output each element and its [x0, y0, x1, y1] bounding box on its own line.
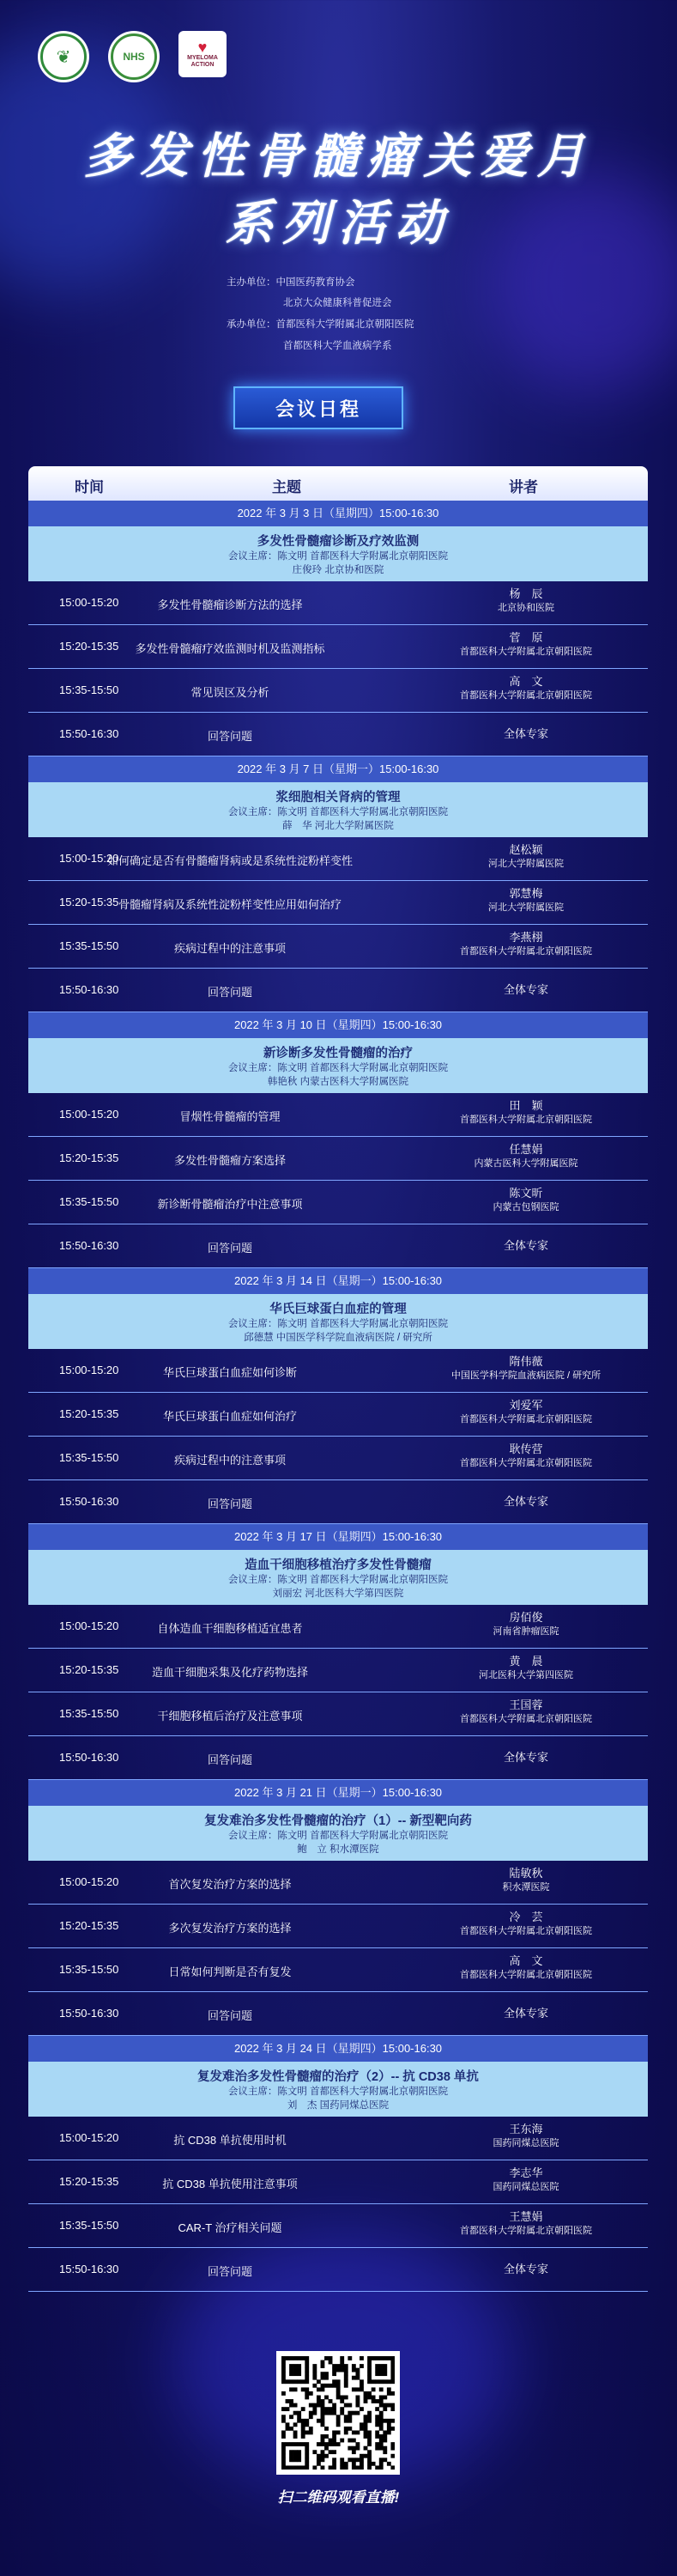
speaker-name: 任慧娟: [509, 1143, 543, 1156]
page-title: 多发性骨髓瘤关爱月: [83, 128, 594, 185]
speaker-institution: 内蒙古包钢医院: [493, 1202, 559, 1212]
row-time: 15:35-15:50: [59, 1195, 119, 1208]
header-speaker: 讲者: [509, 479, 538, 495]
speaker-institution: 首都医科大学附属北京朝阳医院: [460, 1115, 592, 1125]
row-topic: 回答问题: [207, 1753, 252, 1766]
table-row: [28, 2160, 648, 2204]
speaker-institution: 国药同煤总医院: [493, 2138, 559, 2148]
organizer: 主办单位：中国医药教育协会: [227, 277, 355, 288]
speaker-institution: 国药同煤总医院: [493, 2182, 559, 2192]
speaker-institution: 河北大学附属医院: [488, 902, 564, 913]
row-speaker: [397, 2210, 655, 2238]
row-topic: 多发性骨髓瘤诊断方法的选择: [157, 598, 303, 611]
row-topic: 日常如何判断是否有复发: [168, 1965, 292, 1978]
row-topic: 自体造血干细胞移植适宜患者: [157, 1622, 303, 1635]
table-row: [28, 1948, 648, 1992]
speaker-institution: 北京协和医院: [498, 603, 554, 613]
speaker-institution: 河南省肿瘤医院: [493, 1626, 559, 1637]
table-row: [28, 969, 648, 1012]
row-speaker: [397, 631, 655, 659]
speaker-name: 全体专家: [503, 1751, 548, 1764]
logo-text: NHS: [111, 33, 157, 80]
table-row: [28, 1736, 648, 1780]
row-speaker: [397, 1911, 655, 1938]
row-topic: 回答问题: [207, 1498, 252, 1510]
chair-line-1: 会议主席：陈文明 首都医科大学附属北京朝阳医院: [227, 1575, 449, 1585]
row-topic: 干细胞移植后治疗及注意事项: [157, 1710, 303, 1722]
row-time: 15:00-15:20: [59, 1364, 119, 1376]
speaker-institution: 首都医科大学附属北京朝阳医院: [460, 946, 592, 957]
speaker-institution: 首都医科大学附属北京朝阳医院: [460, 1926, 592, 1936]
row-time: 15:50-16:30: [59, 2007, 119, 2020]
row-speaker: [397, 1611, 655, 1638]
row-topic: 冒烟性骨髓瘤的管理: [179, 1110, 281, 1123]
table-row: [28, 1480, 648, 1524]
row-time: 15:35-15:50: [59, 1707, 119, 1720]
sessions-list: [28, 501, 648, 2292]
session-topic-title: 造血干细胞移植治疗多发性骨髓瘤: [245, 1558, 432, 1572]
row-topic: 常见误区及分析: [190, 686, 269, 699]
speaker-institution: 首都医科大学附属北京朝阳医院: [460, 1714, 592, 1724]
row-speaker: [397, 1239, 655, 1253]
session-topic-title: 浆细胞相关肾病的管理: [275, 791, 401, 805]
row-speaker: [397, 983, 655, 997]
row-topic: 回答问题: [207, 1242, 252, 1255]
speaker-name: 李燕栩: [509, 931, 543, 944]
speaker-name: 高 文: [509, 675, 543, 688]
session-topic: [28, 782, 648, 837]
speaker-name: 田 颖: [509, 1099, 543, 1112]
row-topic: 多次复发治疗方案的选择: [168, 1922, 292, 1935]
qr-code-image: [281, 2356, 395, 2470]
table-row: [28, 625, 648, 669]
table-row: [28, 1605, 648, 1649]
speaker-name: 赵松颖: [509, 843, 543, 856]
qr-caption: 扫二维码观看直播!: [277, 2489, 400, 2506]
row-time: 15:50-16:30: [59, 1751, 119, 1764]
row-topic: 华氏巨球蛋白血症如何治疗: [162, 1410, 297, 1423]
table-row: [28, 1224, 648, 1268]
row-time: 15:35-15:50: [59, 939, 119, 952]
host: 承办单位：首都医科大学附属北京朝阳医院: [227, 319, 414, 330]
page-subtitle: 系列活动: [225, 195, 452, 252]
row-speaker: [397, 1443, 655, 1470]
row-topic: 造血干细胞采集及化疗药物选择: [151, 1666, 308, 1679]
row-speaker: [397, 727, 655, 741]
row-time: 15:00-15:20: [59, 1875, 119, 1888]
row-speaker: [397, 1399, 655, 1426]
row-time: 15:00-15:20: [59, 1619, 119, 1632]
speaker-name: 房佰俊: [509, 1611, 543, 1624]
row-speaker: [397, 587, 655, 615]
row-speaker: [397, 2263, 655, 2276]
speaker-name: 全体专家: [503, 727, 548, 740]
row-topic: 多发性骨髓瘤疗效监测时机及监测指标: [135, 642, 325, 655]
session-date: 2022 年 3 月 14 日（星期一）15:00-16:30: [28, 1268, 648, 1294]
session-topic: [28, 1294, 648, 1349]
row-time: 15:00-15:20: [59, 1108, 119, 1121]
row-time: 15:35-15:50: [59, 683, 119, 696]
table-row: [28, 2117, 648, 2160]
speaker-name: 隋伟薇: [509, 1355, 543, 1368]
speaker-name: 刘爱军: [509, 1399, 543, 1412]
speaker-name: 陆敏秋: [509, 1867, 543, 1880]
chair-line-1: 会议主席：陈文明 首都医科大学附属北京朝阳医院: [227, 551, 449, 562]
session-chairs: [28, 1829, 648, 1856]
row-time: 15:20-15:35: [59, 640, 119, 653]
table-row: [28, 1437, 648, 1480]
table-row: [28, 1181, 648, 1224]
speaker-name: 王慧娟: [509, 2210, 543, 2223]
speaker-institution: 首都医科大学附属北京朝阳医院: [460, 1970, 592, 1980]
speaker-name: 全体专家: [503, 2263, 548, 2275]
row-time: 15:35-15:50: [59, 1451, 119, 1464]
speaker-name: 全体专家: [503, 2007, 548, 2020]
session-topic: [28, 2062, 648, 2117]
session-chairs: [28, 2085, 648, 2112]
session-topic-title: 多发性骨髓瘤诊断及疗效监测: [257, 535, 420, 549]
row-speaker: [397, 1495, 655, 1509]
row-speaker: [397, 1355, 655, 1382]
chair-line-1: 会议主席：陈文明 首都医科大学附属北京朝阳医院: [227, 1319, 449, 1329]
session-chairs: [28, 805, 648, 833]
leaf-icon: ❦: [40, 33, 87, 80]
speaker-name: 耿传营: [509, 1443, 543, 1455]
session-topic: [28, 526, 648, 581]
table-row: [28, 1393, 648, 1437]
session-topic-title: 复发难治多发性骨髓瘤的治疗（2）-- 抗 CD38 单抗: [197, 2070, 479, 2084]
speaker-name: 王国蓉: [509, 1698, 543, 1711]
table-row: [28, 2204, 648, 2248]
session-topic: [28, 1550, 648, 1605]
speaker-name: 陈文昕: [509, 1187, 543, 1200]
table-row: [28, 669, 648, 713]
row-time: 15:50-16:30: [59, 983, 119, 996]
chair-line-2: 鲍 立 积水潭医院: [297, 1844, 379, 1855]
row-topic: 多发性骨髓瘤方案选择: [173, 1154, 286, 1167]
table-row: [28, 881, 648, 925]
row-speaker: [397, 2166, 655, 2194]
row-topic: 回答问题: [207, 730, 252, 743]
row-speaker: [397, 1867, 655, 1894]
row-speaker: [397, 843, 655, 871]
row-topic: 新诊断骨髓瘤治疗中注意事项: [157, 1198, 303, 1211]
chair-line-2: 邱德慧 中国医学科学院血液病医院 / 研究所: [244, 1333, 432, 1343]
row-topic: 回答问题: [207, 2265, 252, 2278]
session-date: 2022 年 3 月 10 日（星期四）15:00-16:30: [28, 1012, 648, 1038]
table-row: [28, 1905, 648, 1948]
session-topic: [28, 1806, 648, 1861]
row-speaker: [397, 1099, 655, 1127]
chair-line-1: 会议主席：陈文明 首都医科大学附属北京朝阳医院: [227, 1063, 449, 1073]
chair-line-2: 薛 华 河北大学附属医院: [282, 821, 394, 831]
logo-myeloma-action: [178, 31, 227, 77]
speaker-institution: 首都医科大学附属北京朝阳医院: [460, 690, 592, 701]
table-row: [28, 713, 648, 756]
session-topic-title: 华氏巨球蛋白血症的管理: [269, 1303, 407, 1316]
row-time: 15:50-16:30: [59, 727, 119, 740]
row-time: 15:00-15:20: [59, 596, 119, 609]
speaker-name: 郭慧梅: [509, 887, 543, 900]
chair-line-2: 刘丽宏 河北医科大学第四医院: [272, 1589, 404, 1599]
row-topic: 如何确定是否有骨髓瘤肾病或是系统性淀粉样变性: [106, 854, 353, 867]
chair-line-1: 会议主席：陈文明 首都医科大学附属北京朝阳医院: [227, 1831, 449, 1841]
speaker-institution: 首都医科大学附属北京朝阳医院: [460, 1414, 592, 1425]
speaker-name: 杨 辰: [509, 587, 543, 600]
session-date: 2022 年 3 月 24 日（星期四）15:00-16:30: [28, 2036, 648, 2062]
row-speaker: [397, 931, 655, 958]
row-time: 15:20-15:35: [59, 1407, 119, 1420]
agenda-title: 会议日程: [233, 386, 403, 429]
logo-association: [38, 31, 89, 82]
logo-myeloma-text: MYELOMA ACTION: [187, 55, 218, 68]
row-speaker: [397, 1698, 655, 1726]
speaker-name: 李志华: [509, 2166, 543, 2179]
row-time: 15:20-15:35: [59, 1663, 119, 1676]
host-2: 首都医科大学血液病学系: [283, 341, 392, 351]
logo-group: [38, 31, 227, 82]
speaker-institution: 首都医科大学附属北京朝阳医院: [460, 1458, 592, 1468]
row-time: 15:35-15:50: [59, 2219, 119, 2232]
table-row: [28, 1992, 648, 2036]
row-time: 15:50-16:30: [59, 1239, 119, 1252]
speaker-name: 王东海: [509, 2123, 543, 2136]
row-speaker: [397, 887, 655, 914]
table-row: [28, 1093, 648, 1137]
speaker-institution: 河北医科大学第四医院: [479, 1670, 573, 1680]
speaker-institution: 首都医科大学附属北京朝阳医院: [460, 647, 592, 657]
session-chairs: [28, 1061, 648, 1089]
table-row: [28, 1861, 648, 1905]
row-speaker: [397, 1655, 655, 1682]
session-chairs: [28, 1573, 648, 1601]
speaker-name: 高 文: [509, 1954, 543, 1967]
organizer-2: 北京大众健康科普促进会: [283, 298, 392, 308]
table-row: [28, 2248, 648, 2292]
speaker-name: 黄 晨: [509, 1655, 543, 1668]
table-row: [28, 581, 648, 625]
row-topic: 回答问题: [207, 2009, 252, 2022]
row-topic: 骨髓瘤肾病及系统性淀粉样变性应用如何治疗: [118, 898, 342, 911]
row-topic: 抗 CD38 单抗使用注意事项: [162, 2178, 298, 2190]
row-time: 15:00-15:20: [59, 2131, 119, 2144]
session-date: 2022 年 3 月 21 日（星期一）15:00-16:30: [28, 1780, 648, 1806]
row-topic: 疾病过程中的注意事项: [173, 1454, 286, 1467]
chair-line-2: 庄俊玲 北京协和医院: [292, 565, 384, 575]
row-speaker: [397, 675, 655, 702]
row-time: 15:50-16:30: [59, 1495, 119, 1508]
row-time: 15:35-15:50: [59, 1963, 119, 1976]
header-time: 时间: [75, 479, 104, 495]
chair-line-2: 刘 杰 国药同煤总医院: [287, 2100, 390, 2111]
speaker-institution: 内蒙古医科大学附属医院: [474, 1158, 578, 1169]
speaker-institution: 积水潭医院: [502, 1882, 550, 1893]
row-time: 15:20-15:35: [59, 2175, 119, 2188]
table-row: [28, 837, 648, 881]
row-time: 15:20-15:35: [59, 1151, 119, 1164]
table-row: [28, 925, 648, 969]
table-header: [28, 466, 648, 501]
speaker-name: 全体专家: [503, 1239, 548, 1252]
row-speaker: [397, 1187, 655, 1214]
row-speaker: [397, 1143, 655, 1170]
speaker-name: 全体专家: [503, 983, 548, 996]
session-date: 2022 年 3 月 17 日（星期四）15:00-16:30: [28, 1524, 648, 1550]
table-row: [28, 1649, 648, 1692]
row-topic: 疾病过程中的注意事项: [173, 942, 286, 955]
chair-line-1: 会议主席：陈文明 首都医科大学附属北京朝阳医院: [227, 2087, 449, 2097]
header-topic: 主题: [272, 479, 301, 495]
row-topic: 抗 CD38 单抗使用时机: [173, 2134, 287, 2147]
row-speaker: [397, 2123, 655, 2150]
session-chairs: [28, 550, 648, 577]
speaker-name: 全体专家: [503, 1495, 548, 1508]
session-date: 2022 年 3 月 3 日（星期四）15:00-16:30: [28, 501, 648, 526]
table-row: [28, 1137, 648, 1181]
session-date: 2022 年 3 月 7 日（星期一）15:00-16:30: [28, 756, 648, 782]
session-chairs: [28, 1317, 648, 1345]
row-time: 15:20-15:35: [59, 1919, 119, 1932]
qr-code[interactable]: [276, 2351, 400, 2475]
speaker-institution: 河北大学附属医院: [488, 859, 564, 869]
row-topic: 首次复发治疗方案的选择: [168, 1878, 292, 1891]
row-topic: CAR-T 治疗相关问题: [178, 2221, 282, 2234]
row-speaker: [397, 1751, 655, 1765]
row-time: 15:50-16:30: [59, 2263, 119, 2275]
row-speaker: [397, 1954, 655, 1982]
agenda-table: [28, 466, 648, 2292]
chair-line-1: 会议主席：陈文明 首都医科大学附属北京朝阳医院: [227, 807, 449, 817]
chair-line-2: 韩艳秋 内蒙古医科大学附属医院: [267, 1077, 409, 1087]
speaker-name: 菅 原: [509, 631, 543, 644]
speaker-name: 冷 芸: [509, 1911, 543, 1923]
heart-icon: ♥: [197, 39, 208, 56]
row-topic: 华氏巨球蛋白血症如何诊断: [162, 1366, 297, 1379]
session-topic-title: 复发难治多发性骨髓瘤的治疗（1）-- 新型靶向药: [204, 1814, 472, 1828]
session-topic-title: 新诊断多发性骨髓瘤的治疗: [263, 1047, 413, 1060]
row-time: 15:00-15:20: [59, 852, 119, 865]
table-row: [28, 1692, 648, 1736]
table-row: [28, 1349, 648, 1393]
speaker-institution: 首都医科大学附属北京朝阳医院: [460, 2226, 592, 2236]
logo-health-promotion: [108, 31, 160, 82]
row-time: 15:20-15:35: [59, 896, 119, 908]
row-topic: 回答问题: [207, 986, 252, 999]
session-topic: [28, 1038, 648, 1093]
row-speaker: [397, 2007, 655, 2020]
speaker-institution: 中国医学科学院血液病医院 / 研究所: [450, 1370, 601, 1381]
